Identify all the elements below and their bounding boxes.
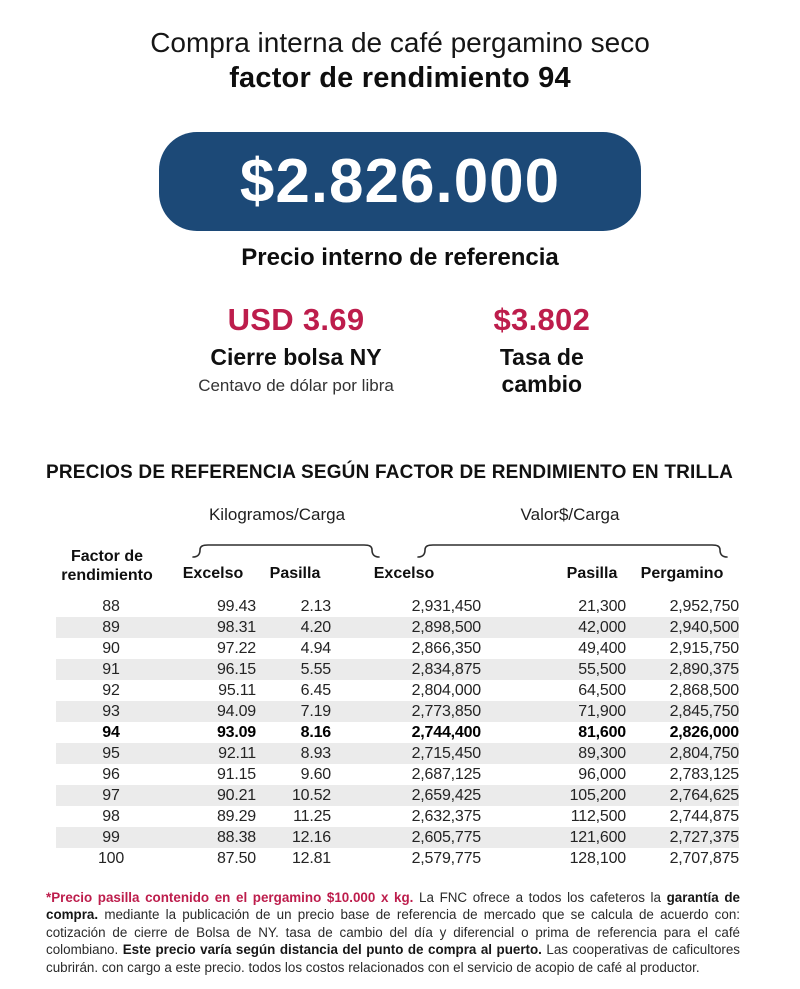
cell-val-excelso: 2,834,875 (411, 660, 481, 678)
column-header-kg-pasilla: Pasilla (269, 565, 321, 582)
table-row (56, 764, 739, 785)
group-header-kilograms: Kilogramos/Carga (208, 505, 346, 524)
cell-kg-excelso: 95.11 (218, 681, 256, 699)
column-header-kg-excelso: Excelso (182, 565, 244, 582)
cell-val-pergamino: 2,744,875 (669, 807, 739, 825)
price-table-body (56, 596, 739, 869)
cell-factor: 93 (102, 702, 120, 720)
cell-val-pergamino: 2,707,875 (669, 849, 739, 867)
cell-val-excelso: 2,744,400 (411, 723, 481, 741)
cell-kg-pasilla: 4.20 (300, 618, 331, 636)
reference-price-badge (159, 132, 641, 231)
cell-val-pergamino: 2,915,750 (669, 639, 739, 657)
cell-kg-excelso: 98.31 (216, 618, 256, 636)
disclaimer-coops: Las cooperativas de caficultores cubrirán. con cargo a este precio. todos los costos relacionados con el servicio de acopio de café al productor. (46, 942, 740, 975)
cell-val-pergamino: 2,804,750 (669, 744, 739, 762)
cell-kg-excelso: 93.09 (216, 723, 256, 741)
cell-factor: 97 (102, 786, 120, 804)
cell-factor: 100 (97, 849, 125, 867)
disclaimer-text (46, 889, 740, 976)
table-row-highlighted (56, 722, 739, 743)
table-row (56, 743, 739, 764)
cell-kg-pasilla: 4.94 (300, 639, 331, 657)
cell-val-excelso: 2,605,775 (411, 828, 481, 846)
table-header (0, 490, 800, 596)
column-header-factor-line1: Factor de (70, 548, 143, 565)
cell-val-excelso: 2,715,450 (411, 744, 481, 762)
ny-close-metric (198, 302, 394, 398)
cell-kg-pasilla: 7.19 (300, 702, 331, 720)
market-metrics (0, 302, 800, 398)
cell-kg-pasilla: 8.93 (300, 744, 331, 762)
cell-val-pasilla: 21,300 (578, 597, 626, 615)
cell-factor: 92 (102, 681, 120, 699)
exchange-rate-label: Tasa de cambio (499, 344, 584, 397)
cell-val-pasilla: 96,000 (578, 765, 626, 783)
cell-kg-pasilla: 10.52 (291, 786, 331, 804)
table-row (56, 848, 739, 869)
cell-kg-excelso: 90.21 (216, 786, 256, 804)
cell-val-pergamino: 2,826,000 (669, 723, 739, 741)
title-line1: Compra interna de café pergamino seco (150, 27, 650, 58)
cell-kg-pasilla: 12.81 (291, 849, 331, 867)
title-line2: factor de rendimiento 94 (229, 62, 571, 94)
cell-kg-pasilla: 11.25 (293, 807, 331, 825)
column-header-factor (37, 547, 177, 585)
cell-val-pergamino: 2,845,750 (669, 702, 739, 720)
cell-kg-excelso: 99.43 (216, 597, 256, 615)
cell-val-excelso: 2,898,500 (411, 618, 481, 636)
cell-val-excelso: 2,773,850 (411, 702, 481, 720)
ny-close-value: USD 3.69 (227, 302, 365, 337)
table-section-title: PRECIOS DE REFERENCIA SEGÚN FACTOR DE RENDIMIENTO EN TRILLA (46, 462, 734, 483)
cell-kg-pasilla: 8.16 (300, 723, 331, 741)
cell-factor: 96 (102, 765, 120, 783)
cell-factor: 94 (102, 723, 120, 741)
cell-val-pasilla: 128,100 (569, 849, 626, 867)
kilograms-bracket-shape (192, 543, 380, 559)
cell-factor: 95 (102, 744, 120, 762)
reference-price-value: $2.826.000 (239, 147, 561, 216)
cell-factor: 90 (102, 639, 120, 657)
cell-val-pergamino: 2,940,500 (669, 618, 739, 636)
cell-factor: 98 (102, 807, 120, 825)
cell-val-excelso: 2,687,125 (411, 765, 481, 783)
ny-close-label: Cierre bolsa NY (210, 344, 382, 370)
column-header-val-pergamino: Pergamino (640, 565, 724, 582)
cell-val-pasilla: 121,600 (569, 828, 626, 846)
table-row (56, 680, 739, 701)
group-header-value: Valor$/Carga (520, 505, 620, 524)
cell-val-pasilla: 49,400 (578, 639, 626, 657)
cell-kg-pasilla: 5.55 (300, 660, 331, 678)
cell-val-excelso: 2,866,350 (411, 639, 481, 657)
disclaimer-pasilla-note: *Precio pasilla contenido en el pergamino $10.000 x kg. (46, 890, 414, 905)
ny-close-sublabel: Centavo de dólar por libra (198, 376, 394, 395)
cell-val-pergamino: 2,783,125 (669, 765, 739, 783)
exchange-rate-metric (482, 302, 602, 398)
cell-val-pasilla: 55,500 (578, 660, 626, 678)
cell-val-pergamino: 2,890,375 (669, 660, 739, 678)
table-row (56, 596, 739, 617)
cell-val-pasilla: 81,600 (578, 723, 626, 741)
table-row (56, 659, 739, 680)
cell-factor: 89 (102, 618, 120, 636)
cell-val-pasilla: 71,900 (578, 702, 626, 720)
cell-val-excelso: 2,931,450 (411, 597, 481, 615)
cell-val-pergamino: 2,727,375 (669, 828, 739, 846)
disclaimer-price-varies: Este precio varía según distancia del punto de compra al puerto. (122, 942, 542, 958)
column-header-val-excelso: Excelso (373, 565, 435, 582)
cell-kg-pasilla: 12.16 (291, 828, 331, 846)
cell-val-excelso: 2,804,000 (411, 681, 481, 699)
disclaimer-fnc-intro: La FNC ofrece a todos los cafeteros la (413, 890, 667, 905)
cell-val-pergamino: 2,952,750 (669, 597, 739, 615)
reference-price-label: Precio interno de referencia (241, 244, 559, 271)
cell-factor: 99 (102, 828, 120, 846)
cell-kg-excelso: 87.50 (216, 849, 256, 867)
cell-val-pergamino: 2,764,625 (669, 786, 739, 804)
cell-val-pasilla: 105,200 (569, 786, 626, 804)
value-bracket-shape (417, 543, 728, 559)
cell-factor: 88 (102, 597, 120, 615)
column-header-factor-line2: rendimiento (61, 567, 153, 584)
cell-val-excelso: 2,632,375 (411, 807, 481, 825)
table-row (56, 785, 739, 806)
disclaimer-garantia: garantía de compra. (46, 890, 740, 923)
cell-kg-excelso: 89.29 (216, 807, 256, 825)
page-title (0, 0, 800, 96)
table-row (56, 701, 739, 722)
cell-kg-pasilla: 6.45 (300, 681, 331, 699)
cell-kg-excelso: 96.15 (216, 660, 256, 678)
exchange-rate-value: $3.802 (493, 302, 591, 337)
disclaimer-body: mediante la publicación de un precio base de referencia de mercado que se calcula de acuerdo con: cotización de cierre de Bolsa de NY. tasa de cambio del día y diferencial o prima de referencia para el café colombiano. (46, 907, 740, 958)
cell-val-pasilla: 42,000 (578, 618, 626, 636)
cell-kg-pasilla: 9.60 (300, 765, 331, 783)
column-header-val-pasilla: Pasilla (566, 565, 618, 582)
cell-kg-excelso: 92.11 (218, 744, 256, 762)
cell-val-pasilla: 112,500 (570, 807, 626, 825)
table-row (56, 617, 739, 638)
cell-kg-pasilla: 2.13 (300, 597, 331, 615)
cell-val-excelso: 2,659,425 (411, 786, 481, 804)
table-row (56, 638, 739, 659)
table-row (56, 827, 739, 848)
cell-kg-excelso: 88.38 (216, 828, 256, 846)
cell-val-pergamino: 2,868,500 (669, 681, 739, 699)
cell-factor: 91 (102, 660, 120, 678)
cell-kg-excelso: 97.22 (216, 639, 256, 657)
price-table (56, 596, 739, 869)
cell-val-pasilla: 89,300 (578, 744, 626, 762)
cell-val-pasilla: 64,500 (578, 681, 626, 699)
cell-kg-excelso: 91.15 (216, 765, 256, 783)
cell-val-excelso: 2,579,775 (411, 849, 481, 867)
table-row (56, 806, 739, 827)
cell-kg-excelso: 94.09 (216, 702, 256, 720)
